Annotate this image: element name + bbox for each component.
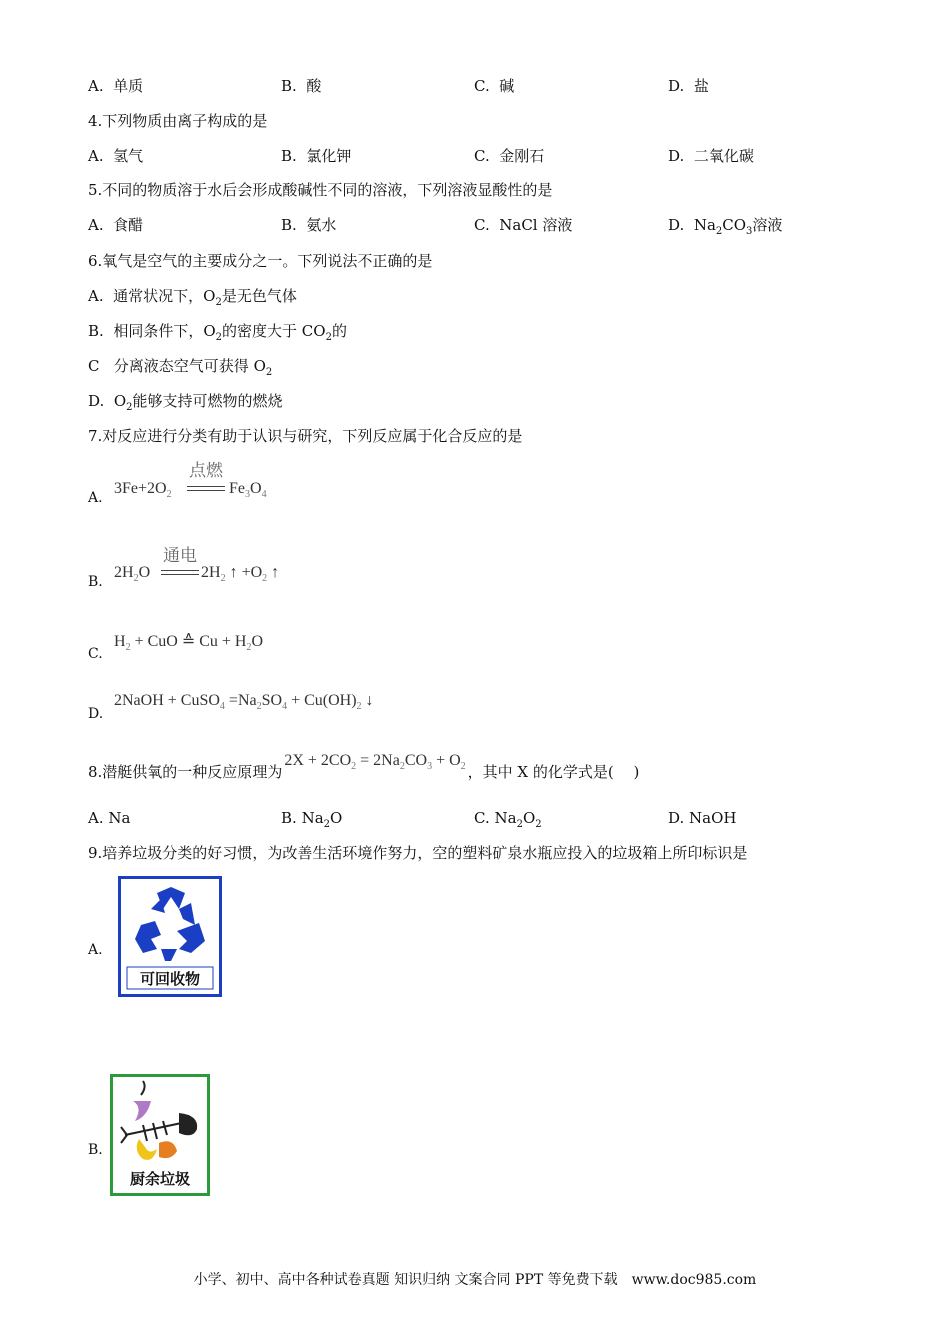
q7-option-c-label: C. xyxy=(88,646,103,662)
q4-stem: 4.下列物质由离子构成的是 xyxy=(88,112,268,130)
q8-option-a: A. Na xyxy=(88,809,131,827)
kitchen-waste-caption: 厨余垃圾 xyxy=(129,1170,190,1188)
q4-option-c: C. 金刚石 xyxy=(474,147,545,165)
q3-options xyxy=(0,74,950,98)
q8-options xyxy=(0,806,950,830)
q9-stem: 9.培养垃圾分类的好习惯，为改善生活环境作努力，空的塑料矿泉水瓶应投入的垃圾箱上所印标识是 xyxy=(88,844,748,862)
q7-b-condition: 通电 xyxy=(163,546,197,566)
q8-equation: $2X + 2CO_2 = 2Na_2CO_3 + O_2$ xyxy=(284,752,466,773)
q5-options xyxy=(0,213,950,237)
kitchen-waste-icon xyxy=(110,1074,210,1196)
q4-option-a: A. 氢气 xyxy=(88,147,144,165)
q8-option-d: D. NaOH xyxy=(668,809,737,827)
q6-option-b: B. 相同条件下，$O_2$的密度大于 $CO_2$的 xyxy=(88,322,347,343)
q7-a-condition: 点燃 xyxy=(189,461,223,481)
q7-a-right: $Fe_3O_4$ xyxy=(229,480,267,501)
q6-option-d: D. $O_2$能够支持可燃物的燃烧 xyxy=(88,392,283,413)
q6-stem: 6.氧气是空气的主要成分之一。下列说法不正确的是 xyxy=(88,252,433,270)
recyclable-icon xyxy=(118,876,222,997)
q5-option-b: B. 氨水 xyxy=(281,216,337,234)
q4-option-d: D. 二氧化碳 xyxy=(668,147,754,165)
page-footer: 小学、初中、高中各种试卷真题 知识归纳 文案合同 PPT 等免费下载 www.doc985.com xyxy=(193,1272,757,1288)
q7-b-equals xyxy=(161,570,199,575)
q7-stem: 7.对反应进行分类有助于认识与研究，下列反应属于化合反应的是 xyxy=(88,427,523,445)
q7-option-d-label: D. xyxy=(88,706,104,722)
q7-option-b-label: B. xyxy=(88,574,103,590)
q5-option-d: D. $Na_2CO_3$溶液 xyxy=(668,216,783,237)
q3-option-c: C. 碱 xyxy=(474,77,515,95)
q9-option-b-label: B. xyxy=(88,1142,103,1158)
q7-option-d-equation: 2NaOH + CuSO$_4$ $=Na_2SO_4 + Cu(OH)_2$ ↓ xyxy=(114,692,374,713)
q4-options xyxy=(0,144,950,168)
q8-stem: 8.潜艇供氧的一种反应原理为$2X + 2CO_2 = 2Na_2CO_3 + O_2$ ，其中 X 的化学式是( ) xyxy=(88,752,640,781)
q7-option-a-label: A. xyxy=(88,490,103,506)
q3-option-b: B. 酸 xyxy=(281,77,322,95)
q7-option-c-equation: $H_2$ + CuO ≙ $Cu + H_2O$ xyxy=(114,633,264,654)
q7-a-left: $3Fe+2O_2$ xyxy=(114,480,172,501)
q5-option-c: C. NaCl 溶液 xyxy=(474,216,573,234)
q8-option-c: C. $Na_2O_2$ xyxy=(474,809,542,830)
q6-option-c: C 分离液态空气可获得 $O_2$ xyxy=(88,357,273,378)
q5-option-a: A. 食醋 xyxy=(88,216,144,234)
q8-option-b: B. $Na_2O$ xyxy=(281,809,343,830)
q5-stem: 5.不同的物质溶于水后会形成酸碱性不同的溶液，下列溶液显酸性的是 xyxy=(88,181,553,199)
q7-b-left: $2H_2O$ xyxy=(114,564,151,585)
q7-b-right: $2H_2$ ↑ $+O_2$ ↑ xyxy=(201,564,280,585)
q4-option-b: B. 氯化钾 xyxy=(281,147,352,165)
q6-option-a: A. 通常状况下，$O_2$是无色气体 xyxy=(88,287,297,308)
q3-option-d: D. 盐 xyxy=(668,77,709,95)
recyclable-caption: 可回收物 xyxy=(139,970,200,988)
q7-a-equals xyxy=(187,486,225,491)
q9-option-a-label: A. xyxy=(88,942,103,958)
q3-option-a: A. 单质 xyxy=(88,77,144,95)
